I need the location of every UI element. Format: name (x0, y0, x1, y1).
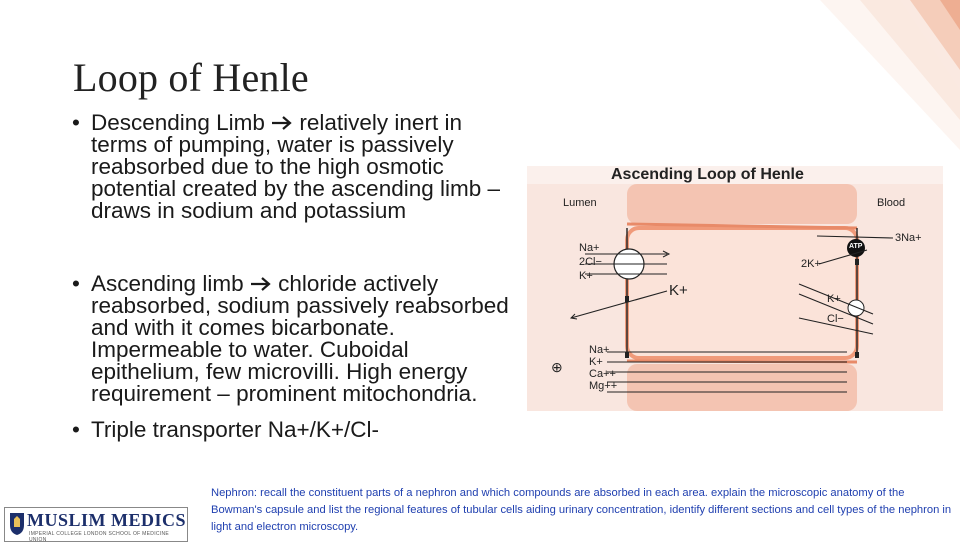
pump-out-label: 3Na+ (895, 232, 922, 244)
logo-subtitle: IMPERIAL COLLEGE LONDON SCHOOL OF MEDICINE UNION (29, 531, 170, 543)
bullet-dot: • (72, 110, 80, 135)
ion-na: Na+ (579, 242, 600, 254)
slide-title: Loop of Henle (73, 55, 309, 100)
bullet-ascending-limb (72, 273, 522, 405)
para-mg: Mg++ (589, 380, 618, 392)
positive-charge-icon: ⊕ (551, 359, 563, 375)
bullet-lead: Descending Limb (91, 110, 265, 135)
muslim-medics-logo (4, 507, 188, 542)
para-na: Na+ (589, 344, 610, 356)
k-out-label: K+ (669, 282, 688, 299)
decorative-corner (760, 0, 960, 150)
bullet-lead: Ascending limb (91, 271, 244, 296)
bullet-descending-limb (72, 112, 522, 222)
ion-cl: 2Cl− (579, 256, 602, 268)
bullet-dot: • (72, 271, 80, 296)
learning-objectives-note: Nephron: recall the constituent parts of a nephron and which compounds are absorbed in each area. explain the microscopic anatomy of the Bowman's capsule and list the regional features of tubular cells aiding urinary concentration, identify different sections and cell types of the nephron in light and electron microscopy. (211, 487, 952, 533)
bullet-triple-transporter (72, 419, 522, 441)
bullet-body: relatively inert in terms of pumping, water is passively reabsorbed due to the high osmotic potential created by the ascending limb – draws in sodium and potassium (91, 110, 501, 223)
pump-in-label: 2K+ (801, 258, 821, 270)
bullet-body: chloride actively reabsorbed, sodium passively reabsorbed and with it comes bicarbonate. Impermeable to water. Cuboidal epithelium, few microvilli. High energy requirement – prominent mitochondria. (91, 271, 509, 406)
figure-title: Ascending Loop of Henle (611, 166, 804, 183)
channel-cl: Cl− (827, 313, 844, 325)
lumen-label: Lumen (563, 197, 597, 209)
logo-mark-icon (8, 511, 26, 536)
bullet-list (72, 112, 522, 441)
para-ca: Ca++ (589, 368, 616, 380)
atp-label: ATP (849, 243, 863, 250)
channel-k: K+ (827, 293, 841, 305)
bullet-body: Triple transporter Na+/K+/Cl- (91, 417, 380, 442)
para-k: K+ (589, 356, 603, 368)
ion-k: K+ (579, 270, 593, 282)
bullet-dot: • (72, 417, 80, 442)
blood-label: Blood (877, 197, 906, 209)
logo-name: MUSLIM MEDICS (27, 510, 187, 530)
ascending-loop-figure (527, 166, 943, 411)
